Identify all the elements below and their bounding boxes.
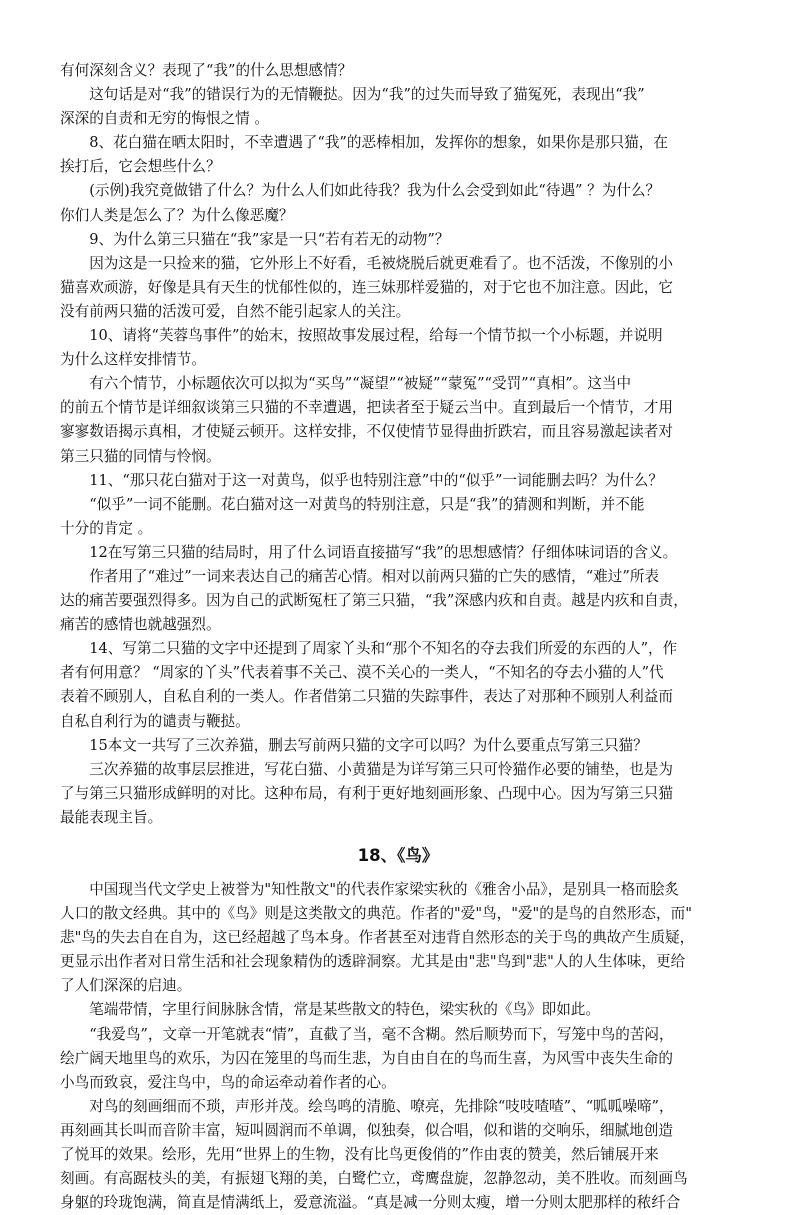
text-line: 者有何用意？ “周家的丫头”代表着事不关己、漠不关心的一类人，“不知名的夺去小猫的人”代: [60, 664, 664, 682]
text-line: 深深的自责和无穷的悔恨之情 。: [60, 110, 269, 128]
text-line: 悲"鸟的失去自在自为，这已经超越了鸟本身。作者甚至对违背自然形态的关于鸟的典故产生质疑，: [60, 929, 695, 947]
text-line: 为什么这样安排情节。: [60, 351, 206, 369]
text-line: 对鸟的刻画细而不琐，声形并茂。绘鸟鸣的清脆、嘹亮，先排除“吱吱喳喳”、“呱呱噪啼”，: [89, 1097, 674, 1115]
text-line: 寥寥数语揭示真相，才使疑云顿开。这样安排，不仅使情节显得曲折跌宕，而且容易激起读者对: [60, 423, 673, 441]
text-line: 三次养猫的故事层层推进，写花白猫、小黄猫是为详写第三只可怜猫作必要的铺垫，也是为: [89, 760, 673, 778]
text-line: “我爱鸟”，文章一开笔就表“情”，直截了当，毫不含糊。然后顺势而下，写笼中鸟的苦闷，: [89, 1025, 674, 1043]
text-line: 最能表现主旨。: [60, 808, 163, 826]
text-line: 猫喜欢顽游，好像是具有天生的忧郁性似的，连三妹那样爱猫的，对于它也不加注意。因此，它: [60, 278, 673, 296]
text-line: 的前五个情节是详细叙谈第三只猫的不幸遭遇，把读者至于疑云当中。直到最后一个情节，才用: [60, 399, 673, 417]
text-line: 十分的肯定 。: [60, 519, 153, 537]
text-line: 15本文一共写了三次养猫，删去写前两只猫的文字可以吗？为什么要重点写第三只猫？: [89, 736, 648, 754]
text-line: 没有前两只猫的活泼可爱，自然不能引起家人的关注。: [60, 302, 411, 320]
section-title: 18、《鸟》: [357, 846, 439, 865]
text-line: 达的痛苦要强烈得多。因为自己的武断冤枉了第三只猫，“我”深感内疚和自责。越是内疚和自责，: [60, 592, 688, 610]
text-line: 了与第三只猫形成鲜明的对比。这种布局，有利于更好地刻画形象、凸现中心。因为写第三只猫: [60, 784, 673, 802]
text-line: 你们人类是怎么了？为什么像恶魔？: [60, 206, 294, 224]
text-line: 11、“那只花白猫对于这一对黄鸟，似乎也特别注意”中的“似乎”一词能删去吗？为什么？: [89, 471, 663, 489]
text-line: 刻画。有高踞枝头的美，有振翅飞翔的美，白鹭伫立，鸢鹰盘旋，忽静忽动，美不胜收。而刻画鸟: [60, 1170, 688, 1188]
text-line: (示例)我究竟做错了什么？为什么人们如此待我？我为什么会受到如此“待遇” ？为什么？: [89, 182, 661, 200]
text-line: 绘广阔天地里鸟的欢乐，为囚在笼里的鸟而生悲，为自由自在的鸟而生喜，为风雪中丧失生命的: [60, 1049, 673, 1067]
text-line: 8、花白猫在晒太阳时，不幸遭遇了“我”的恶棒相加，发挥你的想象，如果你是那只猫，在: [89, 134, 668, 152]
text-line: 再刻画其长叫而音阶丰富，短叫圆润而不单调，似独奏，似合唱，似和谐的交响乐，细腻地创造: [60, 1121, 673, 1139]
text-line: 14、写第二只猫的文字中还提到了周家丫头和“那个不知名的夺去我们所爱的东西的人”，作: [89, 640, 678, 658]
text-line: 有何深刻含义？表现了“我”的什么思想感情？: [60, 62, 353, 79]
text-line: 笔端带情，字里行间脉脉含情，常是某些散文的特色，梁实秋的《鸟》即如此。: [89, 1001, 600, 1019]
text-line: 这句话是对“我”的错误行为的无情鞭挞。因为“我”的过失而导致了猫冤死，表现出“我”: [89, 86, 645, 104]
document-page: [60, 59, 736, 1215]
text-line: 身躯的玲珑饱满，简直是情满纸上，爱意流溢。“真是减一分则太瘦，增一分则太肥那样的秾纤合: [60, 1194, 681, 1212]
text-line: 作者用了“难过”一词来表达自己的痛苦心情。相对以前两只猫的亡失的感情，“难过”所表: [89, 567, 660, 585]
text-line: 表着不顾别人，自私自利的一类人。作者借第二只猫的失踪事件，表达了对那种不顾别人利益而: [60, 688, 673, 706]
text-line: 9、为什么第三只猫在“我”家是一只“若有若无的动物”？: [89, 230, 450, 248]
text-line: 人口的散文经典。其中的《鸟》则是这类散文的典范。作者的"爱"鸟，"爱"的是鸟的自然形态，而": [60, 905, 692, 923]
text-line: 中国现当代文学史上被誉为"知性散文"的代表作家梁实秋的《雅舍小品》，是别具一格而脍炙: [89, 881, 680, 898]
text-line: 第三只猫的同情与怜悯。: [60, 447, 221, 465]
text-line: 了悦耳的效果。绘形，先用“世界上的生物，没有比鸟更俊俏的”作由衷的赞美，然后铺展开来: [60, 1146, 659, 1164]
text-line: 因为这是一只捡来的猫，它外形上不好看，毛被烧脱后就更难看了。也不活泼，不像别的小: [89, 254, 673, 272]
text-line: 小鸟而致哀，爱注鸟中，鸟的命运牵动着作者的心。: [60, 1073, 396, 1091]
text-line: 挨打后，它会想些什么？: [60, 158, 221, 176]
text-line: “似乎”一词不能删。花白猫对这一对黄鸟的特别注意，只是“我”的猜测和判断，并不能: [89, 495, 645, 513]
essay-section: [60, 878, 736, 1215]
text-line: 有六个情节，小标题依次可以拟为“买鸟”“凝望”“被疑”“蒙冤”“受罚”“真相”。这当中: [89, 375, 632, 393]
text-line: 痛苦的感情也就越强烈。: [60, 616, 221, 634]
text-line: 12在写第三只猫的结局时，用了什么词语直接描写“我”的思想感情？仔细体味词语的含义。: [89, 543, 678, 561]
answer-section: [60, 59, 736, 830]
text-line: 10、请将“芙蓉鸟事件”的始末，按照故事发展过程，给每一个情节拟一个小标题，并说明: [89, 327, 663, 345]
text-line: 自私自利行为的谴责与鞭挞。: [60, 712, 250, 730]
text-line: 了人们深深的启迪。: [60, 977, 192, 995]
text-line: 更显示出作者对日常生活和社会现象精伪的透辟洞察。尤其是由"悲"鸟到"悲"人的人生体味，更给: [60, 953, 686, 971]
